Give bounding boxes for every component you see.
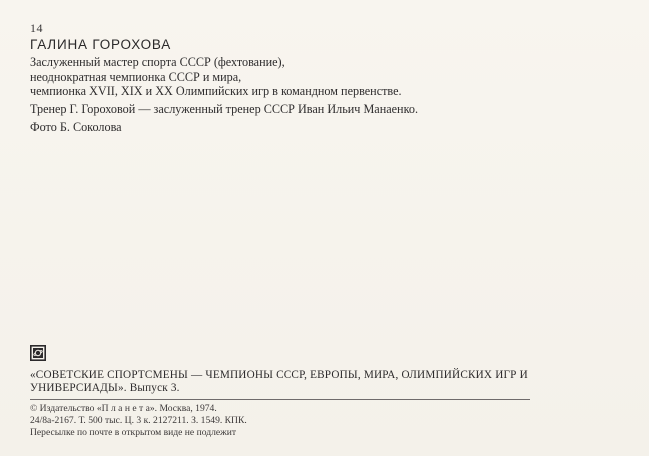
- series-title-line: «СОВЕТСКИЕ СПОРТСМЕНЫ — ЧЕМПИОНЫ СССР, ЕВРОПЫ, МИРА, ОЛИМПИЙСКИХ ИГР И: [30, 369, 528, 381]
- bio-line: Заслуженный мастер спорта СССР (фехтование),: [30, 55, 285, 69]
- series-title-line: УНИВЕРСИАДЫ». Выпуск 3.: [30, 382, 180, 394]
- divider: [30, 399, 530, 400]
- print-details-line: 24/8а-2167. Т. 500 тыс. Ц. 3 к. 2127211. З. 1549. КПК.: [30, 415, 247, 426]
- publisher-line: © Издательство «П л а н е т а». Москва, 1974.: [30, 403, 217, 414]
- athlete-name: ГАЛИНА ГОРОХОВА: [30, 37, 172, 52]
- coach-line: Тренер Г. Гороховой — заслуженный тренер СССР Иван Ильич Манаенко.: [30, 102, 419, 116]
- planeta-publisher-logo-icon: [30, 345, 46, 361]
- postal-note-line: Пересылке по почте в открытом виде не подлежит: [30, 427, 237, 438]
- bio-line: чемпионка XVII, XIX и XX Олимпийских игр в командном первенстве.: [30, 84, 402, 98]
- photo-credit: Фото Б. Соколова: [30, 120, 122, 134]
- bio-line: неоднократная чемпионка СССР и мира,: [30, 70, 242, 84]
- page-number: 14: [30, 21, 43, 35]
